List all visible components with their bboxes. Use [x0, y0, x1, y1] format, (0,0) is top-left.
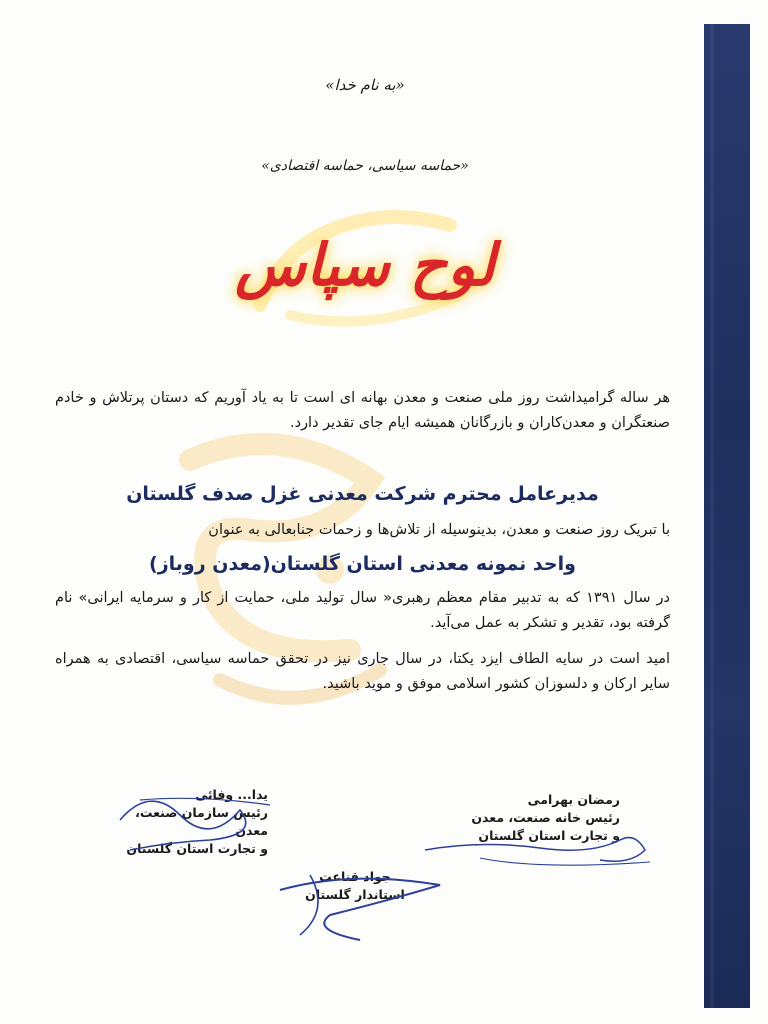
signature-scribble-center: [270, 860, 460, 950]
signatory-title: رئیس سازمان صنعت، معدن: [135, 805, 268, 838]
signatory-title: استاندار گلستان: [305, 887, 405, 902]
signatory-title: و تجارت استان گلستان: [478, 828, 620, 843]
congratulation-paragraph: با تبریک روز صنعت و معدن، بدینوسیله از تلاش‌ها و زحمات جنابعالی به عنوان: [208, 522, 670, 538]
appreciation-paragraph: در سال ۱۳۹۱ که به تدبیر مقام معظم رهبری« سال تولید ملی، حمایت از کار و سرمایه ایرانی» نام گرفته بود، تقدیر و تشکر به عمل می‌آید.: [55, 590, 670, 631]
decorative-side-band: [704, 24, 750, 1008]
closing-paragraph: امید است در سایه الطاف ایزد یکتا، در سال جاری نیز در تحقق حماسه سیاسی، اقتصادی به همراه سایر ارکان و دلسوزان کشور اسلامی موفق و موید باشید.: [55, 651, 670, 692]
signatory-name: یدا... وفائی: [195, 787, 268, 802]
signatory-name: رمضان بهرامی: [527, 792, 620, 807]
signatory-name: جواد قناعت: [319, 869, 391, 884]
award-unit-heading: واحد نمونه معدنی استان گلستان(معدن روباز): [149, 553, 576, 575]
title-text: لوح سپاس: [235, 231, 495, 299]
signature-scribble-left: [110, 780, 280, 860]
signatory-title: و تجارت استان گلستان: [126, 841, 268, 856]
basmala-heading: «به نام خدا»: [325, 76, 405, 94]
recipient-heading: مدیرعامل محترم شرکت معدنی غزل صدف گلستان: [126, 483, 599, 505]
certificate-title: [200, 195, 530, 345]
signatory-title: رئیس خانه صنعت، معدن: [471, 810, 620, 825]
slogan-heading: «حماسه سیاسی، حماسه اقتصادی»: [261, 158, 469, 174]
intro-paragraph: هر ساله گرامیداشت روز ملی صنعت و معدن بهانه ای است تا به یاد آوریم که دستان پرتلاش و خادم صنعتگران و معدن‌کاران و بازرگانان همیشه ایام جای تقدیر دارد.: [55, 390, 670, 431]
